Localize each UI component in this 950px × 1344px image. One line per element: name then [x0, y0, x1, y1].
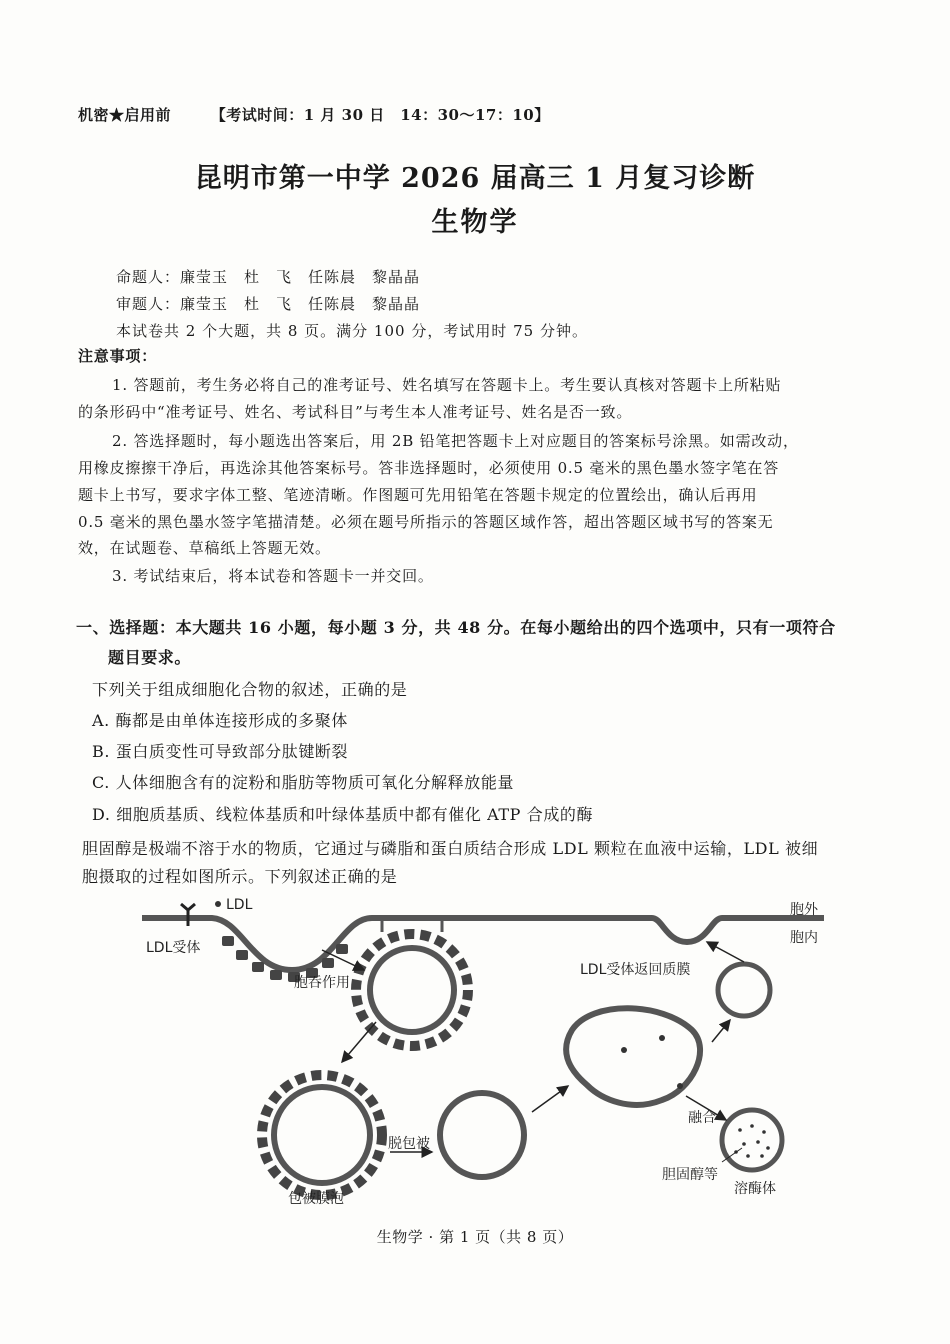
q1-option-a: A. 酶都是由单体连接形成的多聚体 — [92, 711, 348, 730]
label-receptor: LDL受体 — [146, 940, 201, 956]
section-heading-line-2: 题目要求。 — [108, 648, 192, 667]
uncoated-vesicle — [440, 1093, 524, 1177]
note-2-line-1: 2. 答选择题时，每小题选出答案后，用 2B 铅笔把答题卡上对应题目的答案标号涂黑。如需改动， — [112, 432, 799, 450]
note-2-line-2: 用橡皮擦擦干净后，再选涂其他答案标号。答非选择题时，必须使用 0.5 毫米的黑色墨水签字笔在答 — [78, 459, 779, 477]
budding-vesicle — [370, 948, 454, 1032]
note-1-line-2: 的条形码中“准考证号、姓名、考试科目”与考生本人准考证号、姓名是否一致。 — [78, 403, 633, 421]
section-heading-line-1: 一、选择题：本大题共 16 小题，每小题 3 分，共 48 分。在每小题给出的四个选项中，只有一项符合 — [76, 618, 836, 637]
secret-label: 机密★启用前 — [78, 106, 172, 124]
label-ldl: LDL — [226, 897, 253, 913]
note-2-line-5: 效，在试题卷、草稿纸上答题无效。 — [78, 539, 331, 557]
label-cholesterol: 胆固醇等 — [662, 1167, 718, 1183]
notes-heading: 注意事项： — [78, 347, 158, 365]
coated-vesicle — [274, 1087, 370, 1183]
endosome — [566, 1008, 700, 1105]
label-inside: 胞内 — [790, 930, 818, 946]
q2-stem-line-2: 胞摄取的过程如图所示。下列叙述正确的是 — [82, 867, 398, 886]
recycling-vesicle — [718, 964, 770, 1016]
label-lysosome: 溶酶体 — [734, 1181, 776, 1197]
reviewers-line: 审题人：廉莹玉 杜 飞 任陈晨 黎晶晶 — [116, 295, 421, 313]
subject-title: 生物学 — [431, 207, 519, 238]
q1-option-c: C. 人体细胞含有的淀粉和脂肪等物质可氧化分解释放能量 — [92, 773, 515, 792]
note-3: 3. 考试结束后，将本试卷和答题卡一并交回。 — [112, 567, 434, 585]
note-2-line-4: 0.5 毫米的黑色墨水签字笔描清楚。必须在题号所指示的答题区域作答，超出答题区域书写的答案无 — [78, 513, 774, 531]
ldl-particle-icon — [215, 901, 221, 907]
label-receptor-return: LDL受体返回质膜 — [580, 962, 691, 978]
q2-stem-line-1: 胆固醇是极端不溶于水的物质，它通过与磷脂和蛋白质结合形成 LDL 颗粒在血液中运输，LDL 被细 — [82, 839, 819, 858]
setters-line: 命题人：廉莹玉 杜 飞 任陈晨 黎晶晶 — [116, 268, 421, 286]
label-fusion: 融合 — [688, 1110, 716, 1126]
label-endocytosis: 胞吞作用 — [294, 975, 350, 991]
page-footer: 生物学 · 第 1 页（共 8 页） — [376, 1228, 574, 1246]
q1-option-b: B. 蛋白质变性可导致部分肽键断裂 — [92, 742, 349, 761]
note-1-line-1: 1. 答题前，考生务必将自己的准考证号、姓名填写在答题卡上。考生要认真核对答题卡上所粘贴 — [112, 376, 782, 394]
exam-header — [78, 104, 584, 125]
label-coated-vesicle: 包被膜泡 — [288, 1191, 344, 1207]
lysosome — [722, 1110, 782, 1170]
label-outside: 胞外 — [790, 902, 818, 918]
q1-stem: 下列关于组成细胞化合物的叙述，正确的是 — [92, 680, 408, 699]
label-uncoating: 脱包被 — [388, 1136, 430, 1152]
note-2-line-3: 题卡上书写，要求字体工整、笔迹清晰。作图题可先用铅笔在答题卡规定的位置绘出，确认后再用 — [78, 486, 758, 504]
paper-summary: 本试卷共 2 个大题，共 8 页。满分 100 分，考试用时 75 分钟。 — [116, 322, 588, 340]
q1-option-d: D. 细胞质基质、线粒体基质和叶绿体基质中都有催化 ATP 合成的酶 — [92, 805, 594, 824]
ldl-uptake-diagram — [132, 890, 832, 1210]
exam-time: 【考试时间：1 月 30 日 14：30～17：10】 — [210, 106, 550, 124]
exam-title: 昆明市第一中学 2026 届高三 1 月复习诊断 — [194, 163, 756, 194]
